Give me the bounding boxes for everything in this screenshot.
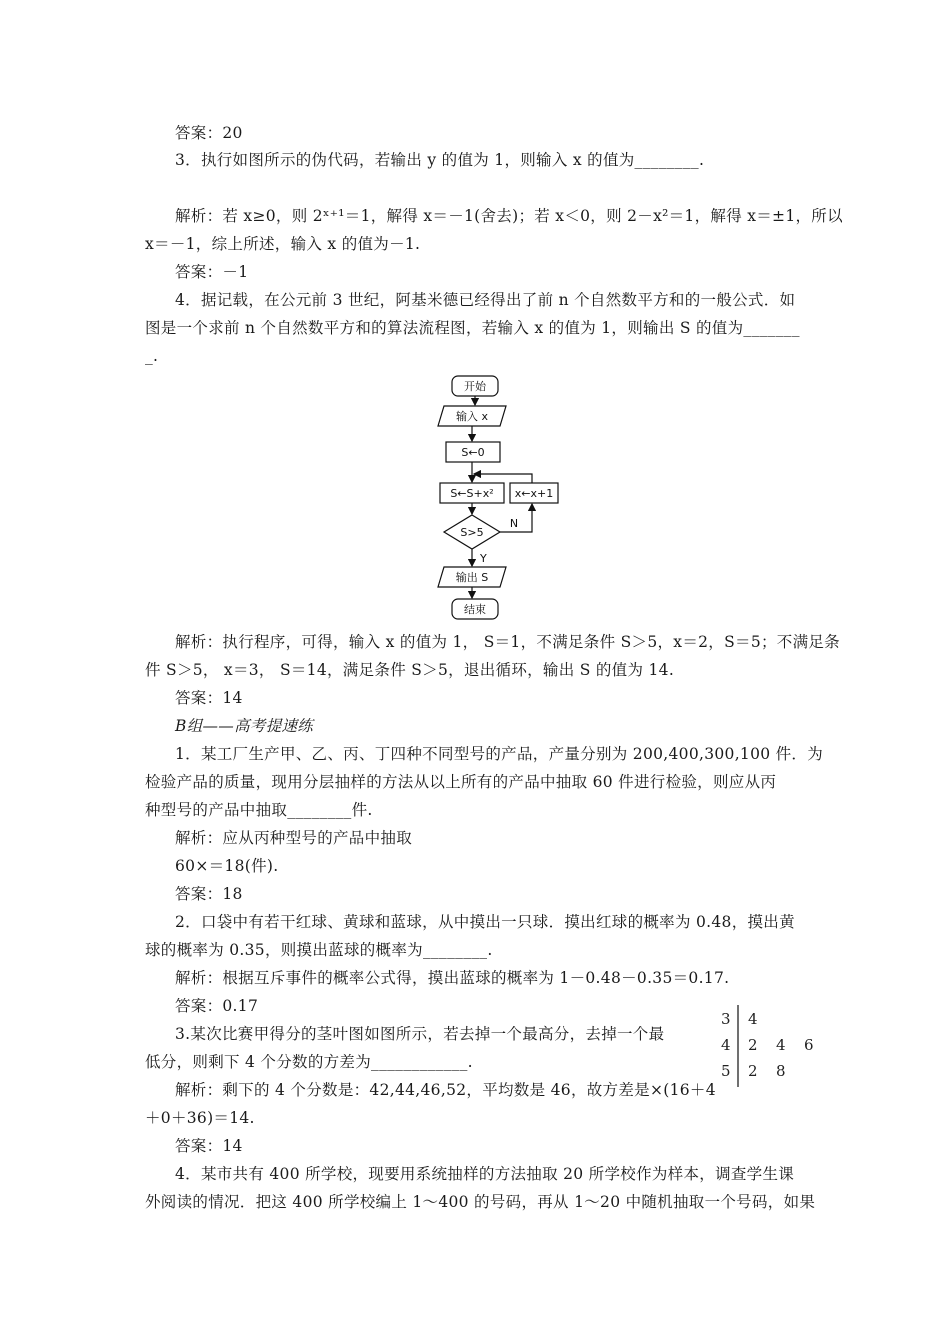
question-b3-line: 3.某次比赛甲得分的茎叶图如图所示，若去掉一个最高分，去掉一个最 (175, 1025, 665, 1043)
question-b3-line: 低分，则剩下 4 个分数的方差为____________. (145, 1053, 473, 1071)
leaf-value: 6 (804, 1036, 814, 1054)
leaf-value: 2 (748, 1036, 758, 1054)
update-label: S←S+x² (450, 487, 494, 500)
question-b2-line: 2．口袋中有若干红球、黄球和蓝球，从中摸出一只球．摸出红球的概率为 0.48，摸出黄 (175, 913, 795, 931)
question-4-line: 4．据记载，在公元前 3 世纪，阿基米德已经得出了前 n 个自然数平方和的一般公式．如 (175, 291, 796, 309)
question-b1-line: 1．某工厂生产甲、乙、丙、丁四种不同型号的产品，产量分别为 200,400,300,100 件．为 (175, 745, 824, 763)
solution-line: ＋0＋36)＝14. (145, 1109, 255, 1127)
question-b1-line: 检验产品的质量，现用分层抽样的方法从以上所有的产品中抽取 60 件进行检验，则应从丙 (145, 773, 777, 791)
increment-label: x←x+1 (514, 487, 554, 500)
input-label: 输入 x (455, 410, 489, 423)
init-label: S←0 (461, 446, 485, 459)
answer-line: 答案：14 (175, 689, 243, 707)
solution-line: 解析：执行程序，可得，输入 x 的值为 1， S＝1，不满足条件 S＞5，x＝2，S＝5；不满足条 (175, 633, 840, 651)
question-4-line: 图是一个求前 n 个自然数平方和的算法流程图，若输入 x 的值为 1，则输出 S 的值为_______ (145, 319, 800, 337)
answer-line: 答案：－1 (175, 263, 249, 281)
solution-line: 解析：剩下的 4 个分数是：42,44,46,52，平均数是 46，故方差是×(16＋4 (175, 1081, 716, 1099)
solution-line: 解析：应从丙种型号的产品中抽取 (175, 829, 413, 847)
solution-line: 件 S＞5， x＝3， S＝14，满足条件 S＞5，退出循环，输出 S 的值为 14. (145, 661, 675, 679)
yes-label: Y (480, 552, 487, 565)
algorithm-flowchart (420, 370, 580, 626)
question-b1-line: 种型号的产品中抽取________件. (145, 801, 373, 819)
leaf-value: 8 (776, 1062, 786, 1080)
answer-line: 答案：0.17 (175, 997, 259, 1015)
stem-leaf-plot (715, 1005, 825, 1087)
no-label: N (509, 517, 519, 530)
question-b4-line: 外阅读的情况．把这 400 所学校编上 1～400 的号码，再从 1～20 中随机抽取一个号码，如果 (145, 1193, 816, 1211)
stem-value: 4 (721, 1036, 731, 1054)
stem-value: 3 (721, 1010, 731, 1028)
output-label: 输出 S (455, 571, 489, 584)
solution-line: 解析：根据互斥事件的概率公式得，摸出蓝球的概率为 1－0.48－0.35＝0.17. (175, 969, 730, 987)
leaf-value: 2 (748, 1062, 758, 1080)
answer-line: 答案：20 (175, 124, 243, 142)
answer-line: 答案：14 (175, 1137, 243, 1155)
section-heading: B组——高考提速练 (175, 717, 314, 735)
question-4-line: _. (145, 347, 159, 365)
condition-label: S>5 (460, 526, 484, 539)
question-b2-line: 球的概率为 0.35，则摸出蓝球的概率为________. (145, 941, 493, 959)
start-label: 开始 (464, 380, 486, 393)
stem-value: 5 (721, 1062, 731, 1080)
leaf-value: 4 (776, 1036, 786, 1054)
leaf-value: 4 (748, 1010, 758, 1028)
solution-line: 解析：若 x≥0，则 2ˣ⁺¹＝1，解得 x＝－1(舍去)；若 x＜0，则 2－x²＝1，解得 x＝±1，所以 (175, 207, 843, 225)
end-label: 结束 (464, 603, 486, 616)
solution-line: x＝－1，综上所述，输入 x 的值为－1. (145, 235, 421, 253)
answer-line: 答案：18 (175, 885, 243, 903)
question-b4-line: 4．某市共有 400 所学校，现要用系统抽样的方法抽取 20 所学校作为样本，调查学生课 (175, 1165, 795, 1183)
question-3-line: 3．执行如图所示的伪代码，若输出 y 的值为 1，则输入 x 的值为________. (175, 151, 705, 169)
solution-line: 60×＝18(件). (175, 857, 279, 875)
